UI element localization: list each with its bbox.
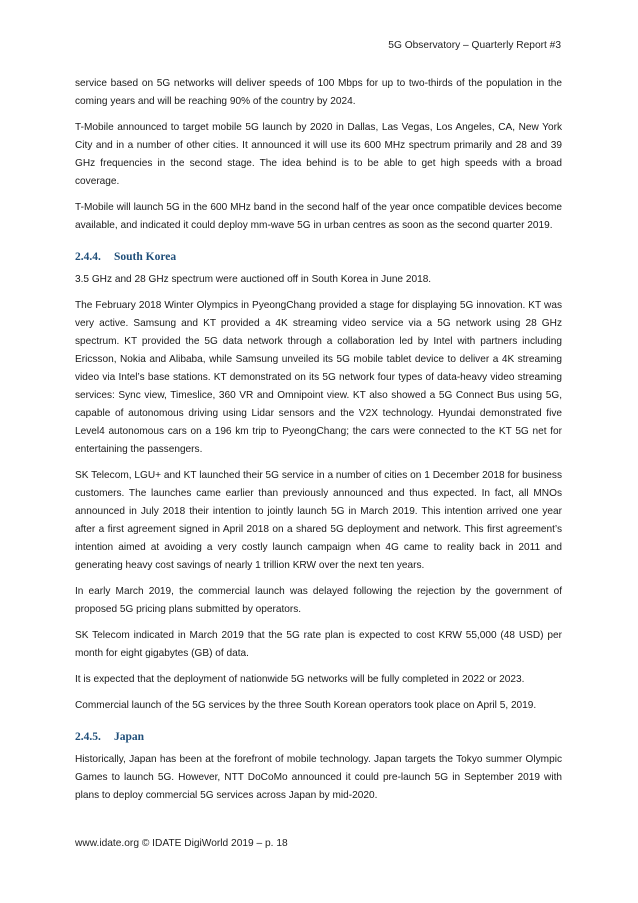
paragraph: The February 2018 Winter Olympics in PyeongChang provided a stage for displaying 5G innovation. KT was very active. Samsung and KT provided a 4K streaming video service via a 5G network using 28 GHz spectrum. KT provided the 5G data network through a collaboration led by Intel with partners including Ericsson, Nokia and Alibaba, while Samsung unveiled its 5G mobile tablet device to deliver a 4K streaming video via Intel’s base stations. KT demonstrated on its 5G network four types of data-heavy video streaming services: Sync view, Timeslice, 360 VR and Omnipoint view. KT also showed a 5G Connect Bus using 5G, capable of autonomous driving using Lidar sensors and the V2X technology. Hyundai demonstrated five Level4 autonomous cars on a 196 km trip to PyeongChang; the cars were connected to the KT 5G net for entertaining the passengers.	[75, 300, 562, 455]
section-title: South Korea	[114, 251, 177, 263]
paragraph: service based on 5G networks will deliver speeds of 100 Mbps for up to two-thirds of the population in the coming years and will be reaching 90% of the country by 2024.	[75, 78, 562, 107]
page-footer: www.idate.org © IDATE DigiWorld 2019 – p. 18	[75, 838, 288, 849]
section-number: 2.4.4.	[75, 251, 101, 263]
paragraph: SK Telecom indicated in March 2019 that the 5G rate plan is expected to cost KRW 55,000 (48 USD) per month for eight gigabytes (GB) of data.	[75, 630, 562, 659]
paragraph: 3.5 GHz and 28 GHz spectrum were auctioned off in South Korea in June 2018.	[75, 274, 432, 285]
paragraph: Historically, Japan has been at the forefront of mobile technology. Japan targets the Tokyo summer Olympic Games to launch 5G. However, NTT DoCoMo announced it could pre-launch 5G in September 2019 with plans to deploy commercial 5G services across Japan by mid-2020.	[75, 754, 562, 801]
paragraph: T-Mobile announced to target mobile 5G launch by 2020 in Dallas, Las Vegas, Los Angeles, CA, New York City and in a number of other cities. It announced it will use its 600 MHz spectrum primarily and 28 and 39 GHz frequencies in the second stage. The idea behind is to be able to get high speeds with a broad coverage.	[75, 122, 562, 187]
section-number: 2.4.5.	[75, 731, 101, 743]
paragraph: It is expected that the deployment of nationwide 5G networks will be fully completed in 2022 or 2023.	[75, 674, 525, 685]
paragraph: In early March 2019, the commercial launch was delayed following the rejection by the government of proposed 5G pricing plans submitted by operators.	[75, 586, 562, 615]
section-title: Japan	[114, 731, 145, 743]
paragraph: Commercial launch of the 5G services by the three South Korean operators took place on April 5, 2019.	[75, 700, 537, 711]
section-heading-japan	[75, 729, 562, 745]
paragraph: T-Mobile will launch 5G in the 600 MHz band in the second half of the year once compatible devices become available, and indicated it could deploy mm-wave 5G in urban centres as soon as the second quarter 2019.	[75, 202, 562, 231]
page-content	[75, 75, 562, 813]
section-heading-south-korea	[75, 249, 562, 265]
page-header: 5G Observatory – Quarterly Report #3	[388, 40, 561, 51]
paragraph: SK Telecom, LGU+ and KT launched their 5G service in a number of cities on 1 December 2018 for business customers. The launches came earlier than previously announced and thus expected. In fact, all MNOs announced in July 2018 their intention to jointly launch 5G in March 2019. This intention arrived one year after a first agreement signed in April 2018 on a shared 5G deployment and network. This first agreement’s intention aimed at avoiding a very costly launch campaign when 4G came to reality back in 2011 and generating heavy cost savings of nearly 1 trillion KRW over the next ten years.	[75, 470, 562, 571]
